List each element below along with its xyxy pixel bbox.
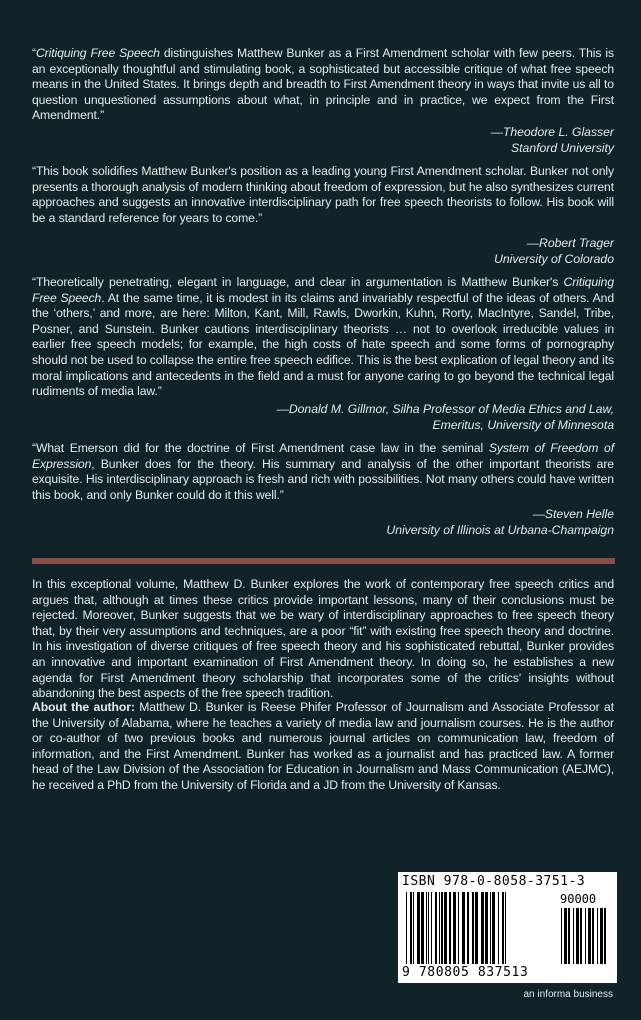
blurb-gillmor — [32, 275, 614, 400]
barcode-bar — [462, 892, 465, 964]
barcode-bar — [428, 892, 429, 964]
barcode-bar — [426, 892, 427, 964]
attribution-affiliation: Stanford University — [511, 140, 614, 155]
barcode-bar — [444, 892, 447, 964]
barcode-bar — [449, 892, 451, 964]
barcode-addon-bars — [561, 908, 607, 964]
barcode-bar — [475, 892, 478, 964]
barcode-bar — [597, 908, 598, 964]
blurb-helle — [32, 441, 614, 503]
blurb-text: “What Emerson did for the doctrine of First Amendment case law in the seminal — [32, 441, 489, 455]
attribution-affiliation: University of Illinois at Urbana-Champaign — [386, 522, 614, 537]
blurb-text: “Theoretically penetrating, elegant in language, and clear in argumentation is Matthew Bunker's — [32, 275, 564, 289]
barcode-bar — [417, 892, 420, 964]
barcode-bar — [498, 892, 499, 964]
barcode-bar — [458, 892, 459, 964]
isbn-barcode — [398, 872, 617, 983]
book-title-italic: Critiquing Free Speech — [35, 46, 160, 60]
barcode-addon-digits: 90000 — [560, 892, 597, 906]
attribution-affiliation: University of Colorado — [494, 251, 614, 266]
barcode-bar — [485, 892, 488, 964]
attribution-gillmor — [194, 402, 614, 433]
barcode-bar — [580, 908, 582, 964]
about-author — [32, 700, 614, 794]
barcode-bar — [492, 892, 495, 964]
ean-digits: 9 780805 837513 — [402, 965, 529, 980]
barcode-bar — [406, 892, 407, 964]
attribution-name: —Robert Trager — [526, 236, 614, 250]
blurb-text: , Bunker does for the theory. His summary and analysis of the other important theorists are exquisite. His interdisciplinary approach is fresh and rich with possibilities. Not many others could have written this book, and only Bunker could do it this well.” — [32, 456, 614, 502]
barcode-bar — [441, 892, 443, 964]
blurb-text: “This book solidifies Matthew Bunker's position as a leading young First Amendment scholar. Bunker not only presents a thorough analysis of modern thinking about freedom of expression, but he also synthesizes current approaches and suggests an innovative interdisciplinary path for free speech theorists to follow. His book will be a standard reference for years to come.” — [32, 164, 614, 225]
barcode-bar — [564, 908, 567, 964]
blurb-trager — [32, 164, 614, 226]
barcode-bar — [421, 892, 424, 964]
barcode-bar — [568, 908, 570, 964]
barcode-bar — [467, 892, 469, 964]
attribution-trager — [194, 236, 614, 267]
open-quote: “ — [32, 46, 36, 60]
barcode-bar — [604, 908, 606, 964]
attribution-name: —Theodore L. Glasser — [490, 125, 614, 139]
barcode-bar — [410, 892, 412, 964]
barcode-bar — [505, 892, 506, 964]
barcode-bars — [406, 892, 556, 964]
barcode-bar — [435, 892, 437, 964]
barcode-bar — [439, 892, 440, 964]
book-title-italic: System of Freedom of Expression — [32, 441, 614, 471]
blurb-text: distinguishes Matthew Bunker as a First Amendment scholar with few peers. This is an exceptionally thoughtful and stimulating book, a sophisticated but accessible critique of what free speech means in the United States. It brings depth and breadth to First Amendment theory in ways that invite us all to question unquestioned assumptions about what, in principle and in practice, we expect from the First Amendment.” — [32, 46, 614, 123]
barcode-bar — [431, 892, 432, 964]
barcode-bar — [600, 908, 603, 964]
barcode-bar — [573, 908, 574, 964]
about-author-text: Matthew D. Bunker is Reese Phifer Professor of Journalism and Associate Professor at the University of Alabama, where he teaches a variety of media law and journalism courses. He is the author or co-author of two previous books and numerous journal articles on communication law, freedom of information, and the First Amendment. Bunker has worked as a journalist and has practiced law. A former head of the Law Division of the Association for Education in Journalism and Mass Communication (AEJMC), he received a PhD from the University of Florida and a JD from the University of Kansas. — [32, 700, 614, 792]
blurb-glasser — [32, 46, 614, 124]
barcode-bar — [453, 892, 456, 964]
attribution-name: —Steven Helle — [532, 507, 614, 521]
barcode-bar — [561, 908, 562, 964]
attribution-name: —Donald M. Gillmor, Silha Professor of Media Ethics and Law, — [276, 402, 614, 416]
barcode-bar — [585, 908, 586, 964]
about-author-label: About the author: — [32, 700, 135, 714]
section-divider — [32, 558, 615, 564]
book-title-italic: Critiquing Free Speech — [32, 275, 614, 305]
barcode-bar — [592, 908, 594, 964]
barcode-bar — [490, 892, 491, 964]
barcode-bar — [413, 892, 414, 964]
attribution-affiliation: Emeritus, University of Minnesota — [432, 417, 614, 432]
book-description: In this exceptional volume, Matthew D. Bunker explores the work of contemporary free speech critics and argues that, although at times these critics provide important lessons, many of their conclusions must be rejected. Moreover, Bunker suggests that we be wary of interdisciplinary approaches to free speech theory that, by their very assumptions and techniques, are a poor “fit” with existing free speech theory and doctrine. In his investigation of diverse critiques of free speech theory and his sophisticated rebuttal, Bunker provides an innovative and important examination of First Amendment theory. In doing so, he establishes a new agenda for First Amendment theory scholarship that incorporates some of the critics' insights without abandoning the best aspects of the free speech tradition. — [32, 577, 614, 701]
barcode-bar — [576, 908, 579, 964]
blurb-text: . At the same time, it is modest in its claims and invariably respectful of the ideas of others. And the ‘others,’ and more, are here: Milton, Kant, Mill, Rawls, Dworkin, Kuhn, Rorty, MacIntyre, Sandel, Tribe, Posner, and Sunstein. Bunker cautions interdisciplinary theorists … not to overlook irreducible values in earlier free speech models; for example, the high costs of hate speech and some forms of pornography should not be used to collapse the entire free speech edifice. This is the best explication of legal theory and its moral implications and antecedents in the field and a must for anyone caring to go beyond the technical legal rudiments of media law.” — [32, 290, 614, 399]
attribution-helle — [194, 507, 614, 538]
attribution-glasser — [194, 125, 614, 156]
barcode-bar — [481, 892, 484, 964]
barcode-bar — [502, 892, 504, 964]
isbn-label: ISBN 978-0-8058-3751-3 — [402, 874, 586, 889]
barcode-bar — [588, 908, 591, 964]
barcode-bar — [472, 892, 474, 964]
publisher-tagline: an informa business — [523, 989, 613, 1000]
